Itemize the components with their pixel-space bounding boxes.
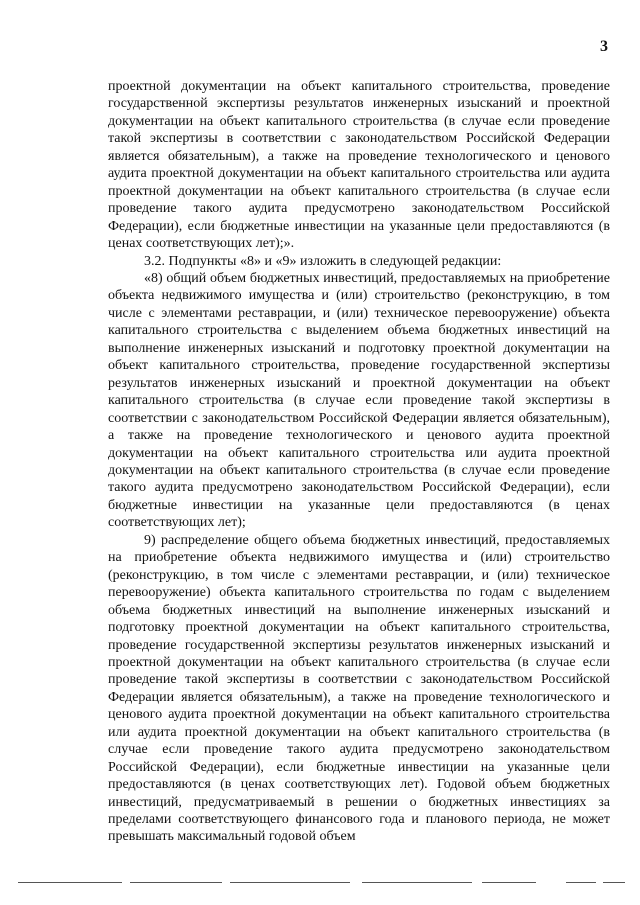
paragraph-subclause-8: «8) общий объем бюджетных инвестиций, предоставляемых на приобретение объекта недвижимого имущества и (или) строительство (реконструкцию, в том числе с элементами реставрации, и (или) техническое перевооружение) объекта капитального строительства с выделением объема бюджетных инвестиций на выполнение инженерных изысканий и подготовку проектной документации на объект капитального строительства, проведение государственной экспертизы результатов инженерных изысканий и проектной документации на объект капитального строительства (в случае если проведение такой экспертизы в соответствии с законодательством Российской Федерации является обязательным), а также на проведение технологического и ценового аудита проектной документации на объект капитального строительства или аудита проектной документации на объект капитального строительства (в случае если проведение такого аудита предусмотрено законодательством Российской Федерации), если бюджетные инвестиции на указанные цели предоставляются (в ценах соответствующих лет); <box>108 270 610 531</box>
document-body <box>108 78 610 846</box>
footer-rule <box>362 882 472 883</box>
paragraph-subclause-9: 9) распределение общего объема бюджетных инвестиций, предоставляемых на приобретение объекта недвижимого имущества и (или) строительство (реконструкцию, в том числе с элементами реставрации, и (или) техническое перевооружение) объекта капитального строительства по годам с выделением объема бюджетных инвестиций на выполнение инженерных изысканий и подготовку проектной документации на объект капитального строительства, проведение государственной экспертизы результатов инженерных изысканий и проектной документации на объект капитального строительства (в случае если проведение такой экспертизы в соответствии с законодательством Российской Федерации является обязательным), а также на проведение технологического и ценового аудита проектной документации на объект капитального строительства или аудита проектной документации на объект капитального строительства (в случае если проведение такого аудита предусмотрено законодательством Российской Федерации), если бюджетные инвестиции на указанные цели предоставляются (в ценах соответствующих лет). Годовой объем бюджетных инвестиций, предусматриваемый в решении о бюджетных инвестициях за пределами соответствующего финансового года и планового периода, не может превышать максимальный годовой объем <box>108 532 610 845</box>
paragraph-clause-3-2: 3.2. Подпункты «8» и «9» изложить в следующей редакции: <box>144 253 502 269</box>
footer-rule <box>18 882 122 883</box>
page-number: 3 <box>600 38 608 55</box>
footer-rule <box>566 882 596 883</box>
paragraph-continuation: проектной документации на объект капитального строительства, проведение государственной экспертизы результатов инженерных изысканий и проектной документации на объект капитального строительства (в случае если проведение такой экспертизы в соответствии с законодательством Российской Федерации является обязательным), а также на проведение технологического и ценового аудита проектной документации на объект капитального строительства или аудита проектной документации на объект капитального строительства (в случае если проведение такого аудита предусмотрено законодательством Российской Федерации), если бюджетные инвестиции на указанные цели предоставляются (в ценах соответствующих лет);». <box>108 79 610 252</box>
footer-rule <box>482 882 536 883</box>
scan-footer-lines <box>0 882 640 886</box>
footer-rule <box>230 882 350 883</box>
footer-rule <box>130 882 222 883</box>
footer-rule <box>603 882 625 883</box>
